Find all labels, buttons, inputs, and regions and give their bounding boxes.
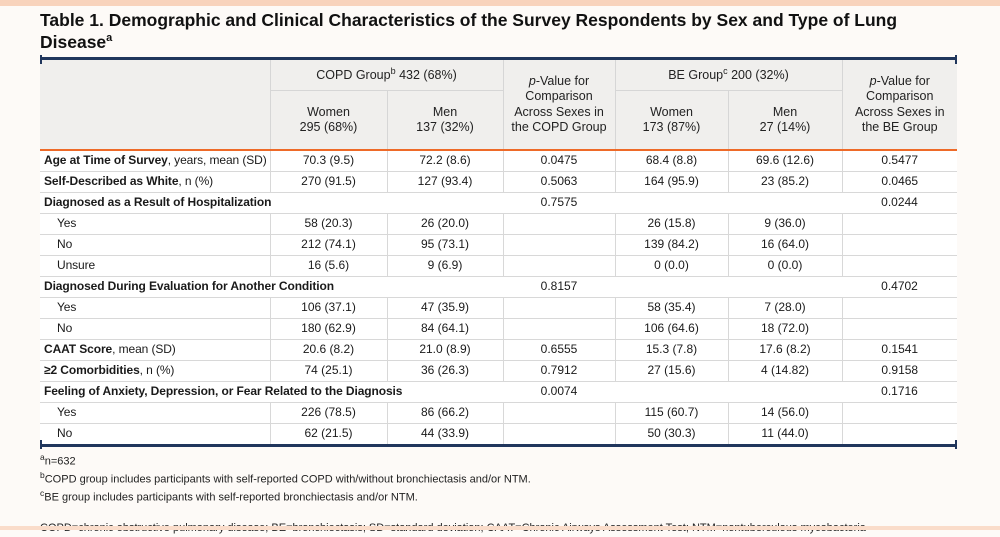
cell-copd-women: 70.3 (9.5)	[270, 150, 387, 172]
cell-copd-women: 20.6 (8.2)	[270, 340, 387, 361]
table-row	[40, 424, 957, 445]
cell-be-men: 16 (64.0)	[728, 235, 842, 256]
row-label: Yes	[40, 403, 270, 424]
table-section-row	[40, 193, 957, 214]
cell-be-women: 139 (84.2)	[615, 235, 728, 256]
table-row	[40, 235, 957, 256]
table-section-row	[40, 277, 957, 298]
cell-empty	[615, 193, 842, 214]
cell-copd-pvalue: 0.0074	[503, 382, 615, 403]
cell-copd-pvalue	[503, 403, 615, 424]
be-group-name: BE Group	[668, 68, 724, 83]
row-label: Yes	[40, 214, 270, 235]
cell-be-men: 69.6 (12.6)	[728, 150, 842, 172]
cell-be-pvalue: 0.9158	[842, 361, 957, 382]
cell-copd-pvalue: 0.6555	[503, 340, 615, 361]
cell-be-pvalue: 0.4702	[842, 277, 957, 298]
cell-copd-women: 74 (25.1)	[270, 361, 387, 382]
cell-empty	[615, 382, 842, 403]
cell-copd-men: 36 (26.3)	[387, 361, 503, 382]
cell-be-women: 68.4 (8.8)	[615, 150, 728, 172]
cell-copd-women: 226 (78.5)	[270, 403, 387, 424]
bottom-accent-bar	[0, 526, 1000, 530]
footnote-a: $^a$n=632	[40, 452, 76, 468]
cell-be-pvalue	[842, 298, 957, 319]
cell-be-women: 0 (0.0)	[615, 256, 728, 277]
cell-be-pvalue	[842, 235, 957, 256]
top-accent-bar	[0, 0, 1000, 6]
cell-be-pvalue	[842, 424, 957, 445]
copd-group-footnote-marker: b	[390, 66, 396, 77]
row-label: Age at Time of Survey, years, mean (SD)	[40, 150, 270, 172]
cell-be-pvalue: 0.0465	[842, 172, 957, 193]
row-label: No	[40, 319, 270, 340]
row-label: No	[40, 424, 270, 445]
cell-copd-women: 270 (91.5)	[270, 172, 387, 193]
footnote-c: $^c$BE group includes participants with self-reported bronchiectasis and/or NTM.	[40, 487, 418, 504]
table-top-rule	[40, 57, 957, 60]
cell-copd-men: 127 (93.4)	[387, 172, 503, 193]
table-body	[40, 150, 957, 444]
cell-be-men: 7 (28.0)	[728, 298, 842, 319]
cell-copd-men: 26 (20.0)	[387, 214, 503, 235]
cell-copd-pvalue: 0.5063	[503, 172, 615, 193]
cell-copd-pvalue	[503, 256, 615, 277]
cell-copd-men: 9 (6.9)	[387, 256, 503, 277]
table-title-footnote-marker: a	[106, 32, 113, 45]
cell-copd-men: 72.2 (8.6)	[387, 150, 503, 172]
row-label: CAAT Score, mean (SD)	[40, 340, 270, 361]
row-label: Yes	[40, 298, 270, 319]
cell-be-pvalue: 0.0244	[842, 193, 957, 214]
cell-be-women: 27 (15.6)	[615, 361, 728, 382]
cell-copd-pvalue	[503, 214, 615, 235]
copd-pvalue-header	[503, 60, 615, 150]
cell-copd-pvalue	[503, 298, 615, 319]
row-label: Self-Described as White, n (%)	[40, 172, 270, 193]
be-women-header: Women 173 (87%)	[615, 91, 728, 151]
footnotes	[40, 452, 957, 537]
cell-be-pvalue	[842, 214, 957, 235]
cell-be-pvalue: 0.1541	[842, 340, 957, 361]
corner-header-cell	[40, 60, 270, 150]
demographics-table	[40, 60, 957, 444]
row-label: ≥2 Comorbidities, n (%)	[40, 361, 270, 382]
cell-empty	[615, 277, 842, 298]
cell-be-pvalue	[842, 319, 957, 340]
cell-be-pvalue	[842, 256, 957, 277]
cell-copd-women: 106 (37.1)	[270, 298, 387, 319]
cell-be-men: 11 (44.0)	[728, 424, 842, 445]
cell-be-women: 58 (35.4)	[615, 298, 728, 319]
row-label: Unsure	[40, 256, 270, 277]
be-men-header: Men 27 (14%)	[728, 91, 842, 151]
footnote-b: $^b$COPD group includes participants with self-reported COPD with/without bronchiectasis and/or NTM.	[40, 469, 531, 486]
copd-group-count: 432 (68%)	[399, 68, 457, 83]
cell-be-men: 9 (36.0)	[728, 214, 842, 235]
copd-pvalue-text: -Value for Comparison Across Sexes in the COPD Group	[511, 74, 607, 134]
row-label: No	[40, 235, 270, 256]
cell-copd-pvalue: 0.7912	[503, 361, 615, 382]
table-row	[40, 150, 957, 172]
cell-copd-women: 58 (20.3)	[270, 214, 387, 235]
cell-be-pvalue	[842, 403, 957, 424]
cell-be-women: 50 (30.3)	[615, 424, 728, 445]
cell-copd-men: 95 (73.1)	[387, 235, 503, 256]
cell-be-women: 115 (60.7)	[615, 403, 728, 424]
copd-men-header: Men 137 (32%)	[387, 91, 503, 151]
be-pvalue-text: -Value for Comparison Across Sexes in the BE Group	[854, 74, 945, 134]
cell-be-men: 14 (56.0)	[728, 403, 842, 424]
cell-copd-men: 21.0 (8.9)	[387, 340, 503, 361]
table-row	[40, 403, 957, 424]
cell-copd-men: 86 (66.2)	[387, 403, 503, 424]
cell-copd-women: 16 (5.6)	[270, 256, 387, 277]
section-label: Diagnosed as a Result of Hospitalization	[40, 193, 503, 214]
cell-copd-pvalue: 0.0475	[503, 150, 615, 172]
cell-copd-women: 212 (74.1)	[270, 235, 387, 256]
cell-copd-men: 84 (64.1)	[387, 319, 503, 340]
cell-be-men: 4 (14.82)	[728, 361, 842, 382]
cell-be-men: 23 (85.2)	[728, 172, 842, 193]
cell-be-men: 18 (72.0)	[728, 319, 842, 340]
cell-be-men: 0 (0.0)	[728, 256, 842, 277]
cell-copd-men: 44 (33.9)	[387, 424, 503, 445]
cell-copd-pvalue	[503, 424, 615, 445]
table-row	[40, 319, 957, 340]
copd-pvalue-p: p	[528, 74, 536, 88]
cell-copd-women: 180 (62.9)	[270, 319, 387, 340]
cell-copd-pvalue	[503, 235, 615, 256]
be-group-count: 200 (32%)	[731, 68, 789, 83]
table-title-text: Table 1. Demographic and Clinical Characteristics of the Survey Respondents by Sex and Type of Lung Disease	[40, 10, 898, 53]
cell-be-men: 17.6 (8.2)	[728, 340, 842, 361]
be-group-header	[615, 60, 842, 91]
table-row	[40, 256, 957, 277]
cell-copd-pvalue	[503, 319, 615, 340]
table-title	[40, 9, 970, 54]
copd-group-header	[270, 60, 503, 91]
table-section-row	[40, 382, 957, 403]
table-bottom-rule	[40, 444, 957, 447]
table-container	[40, 57, 957, 537]
table-row	[40, 214, 957, 235]
cell-copd-pvalue: 0.7575	[503, 193, 615, 214]
copd-women-header: Women 295 (68%)	[270, 91, 387, 151]
table-header	[40, 60, 957, 150]
cell-be-women: 15.3 (7.8)	[615, 340, 728, 361]
cell-be-pvalue: 0.1716	[842, 382, 957, 403]
cell-be-women: 26 (15.8)	[615, 214, 728, 235]
cell-be-women: 164 (95.9)	[615, 172, 728, 193]
cell-be-pvalue: 0.5477	[842, 150, 957, 172]
cell-copd-women: 62 (21.5)	[270, 424, 387, 445]
section-label: Feeling of Anxiety, Depression, or Fear Related to the Diagnosis	[40, 382, 503, 403]
be-pvalue-p: p	[869, 74, 877, 88]
table-row	[40, 361, 957, 382]
table-row	[40, 172, 957, 193]
be-pvalue-header	[842, 60, 957, 150]
be-group-footnote-marker: c	[723, 66, 728, 77]
table-row	[40, 298, 957, 319]
cell-copd-pvalue: 0.8157	[503, 277, 615, 298]
cell-copd-men: 47 (35.9)	[387, 298, 503, 319]
section-label: Diagnosed During Evaluation for Another Condition	[40, 277, 503, 298]
copd-group-name: COPD Group	[316, 68, 391, 83]
cell-be-women: 106 (64.6)	[615, 319, 728, 340]
table-row	[40, 340, 957, 361]
